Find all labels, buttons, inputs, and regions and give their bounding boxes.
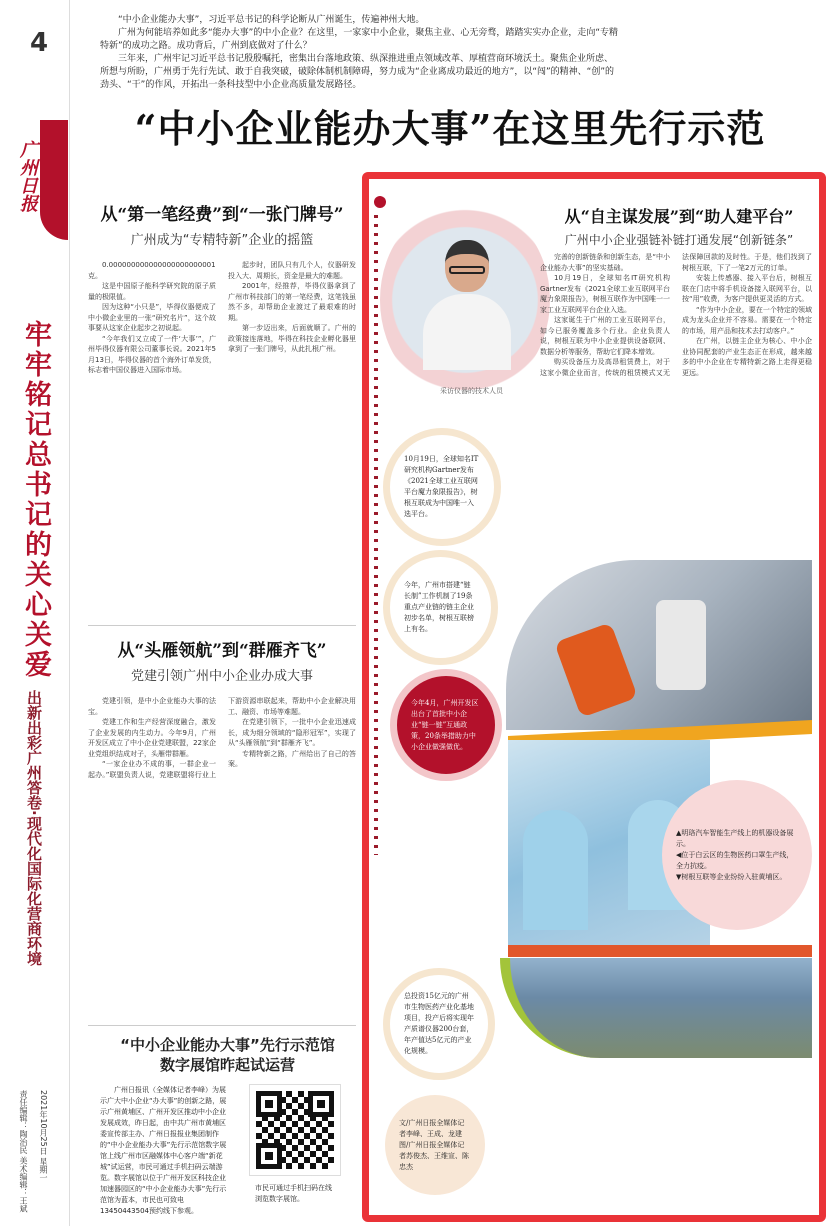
divider [88, 625, 356, 626]
divider [88, 1025, 356, 1026]
qr-caption: 市民可通过手机扫码在线浏览数字展馆。 [255, 1184, 332, 1203]
paragraph: 专精特新之路，广州给出了自己的答案。 [228, 749, 356, 768]
column-subslogan: 出新出彩广州答卷·现代化国际化营商环境 [25, 690, 43, 966]
article-2 [88, 636, 356, 1016]
editors: 责任编辑：陶治民 美术编辑：王斌 [19, 1090, 28, 1213]
credits-circle: 文/广州日报全媒体记者李峰、王成、龙建 图/广州日报全媒体记者苏俊杰、王维宣、陈忠杰 [385, 1095, 485, 1195]
paragraph: 2001年，经推荐，毕得仪器拿到了广州市科技部门的第一笔经费，这笔钱虽然不多，却帮助企业渡过了最艰难的时期。 [228, 282, 356, 322]
bullet-icon [374, 196, 386, 208]
paragraph: “今年我们又立成了一件‘大事’”，广州毕得仪器有限公司董事长说。2021年5月13日，毕得仪器的首个海外订单发货，标志着中国仪器进入国际市场。 [88, 334, 216, 374]
feature-body [540, 252, 812, 552]
notice-title-2: 数字展馆昨起试运营 [159, 1056, 295, 1074]
feature-subtitle: 广州中小企业强链补链打通发展“创新链条” [564, 233, 794, 247]
portrait-photo [380, 200, 550, 400]
paragraph: 这家诞生于广州的工业互联网平台，如今已服务覆盖多个行业。企业负责人说，树根互联为中小企业提供设备联网、数据分析等服务，帮助它们降本增效。 [540, 316, 670, 356]
caption-circle: 今年，广州市搭建“链长制”工作机制了19条重点产业链的链主企业初步名单，树根互联榜上有名。 [383, 550, 498, 665]
paragraph: 在党建引领下，一批中小企业迅速成长，成为细分领域的“隐形冠军”，实现了从“头雁领航”到“群雁齐飞”。 [228, 718, 356, 747]
article-body [88, 260, 356, 376]
qr-code[interactable] [250, 1085, 340, 1175]
paragraph: 因为这种“小只是”，毕得仪器便成了中小微企业里的一张“研究名片”，这个故事要从这家企业起步之初说起。 [88, 303, 216, 332]
notice-body: 广州日报讯（全媒体记者李峰）为展示广大中小企业“办大事”的创新之路，展示广州黄埔区、广州开发区推动中小企业发展成效，昨日起，由中共广州市黄埔区委宣传部主办、广州日报报业集团制作的“中小企业能办大事”先行示范馆数字展馆上线广州市区融媒体中心客户端“新花城”试运营，市民可通过手机扫码云端游览。数字展馆以位于广州开发区科技企业加速器园区的“中小企业能办大事”先行示范馆为蓝本，市民也可致电13450443504预约线下参观。 [100, 1086, 227, 1215]
paragraph: 起步时，团队只有几个人，仪器研发投入大、周期长，资金是最大的难题。 [228, 261, 356, 280]
feature-title: 从“自主谋发展”到“助人建平台” [564, 207, 794, 226]
paragraph: 购买设备压力及高昂租赁费上，对于这家小微企业而言，传统的租赁模式又无法保障回款的及时性。于是，他们找到了树根互联，下了一笔2万元的订单。 [540, 253, 812, 377]
notice-title: “中小企业能办大事”先行示范馆 [120, 1036, 335, 1054]
photo-caption: 采访仪器的技术人员 [440, 387, 503, 395]
paragraph: 这是中国原子能科学研究院的原子质量的极限值。 [88, 282, 216, 301]
page-number: 4 [30, 28, 49, 58]
article-body [88, 696, 356, 780]
dotted-line [374, 215, 378, 855]
intro-lead [100, 14, 620, 92]
paragraph: 党建引领，是中小企业能办大事的法宝。 [88, 697, 216, 716]
caption-circle: 10月19日，全球知名IT研究机构Gartner发布《2021全球工业互联网平台魔力象限报告》，树根互联成为中国唯一入选平台。 [383, 428, 501, 546]
article-subtitle: 党建引领广州中小企业办成大事 [130, 669, 313, 684]
masthead-logo: 广州日报 [17, 140, 38, 212]
paragraph: 党建工作和生产经营深度融合，激发了企业发展的内生动力。今年9月，广州开发区成立了中小企业党建联盟，22家企业党组织结成对子，头雁带群雁。 [88, 718, 216, 758]
article-subtitle: 广州成为“专精特新”企业的摇篮 [130, 233, 314, 248]
color-band [508, 945, 812, 957]
intro-paragraph: 三年来，广州牢记习近平总书记殷殷嘱托，密集出台落地政策、纵深推进重点领域改革、厚植营商环境沃土。聚焦企业所虑、所想与所盼，广州勇于先行先试、敢于自我突破，破除体制机制障碍，努力成为“企业离成功最近的地方”，以“闯”的精神、“创”的劲头、“干”的作风，开拓出一条科技型中小企业高质量发展路径。 [100, 54, 614, 90]
paragraph: 第一步迈出来，后面就顺了。广州的政策接连落地，毕得在科技企业孵化器里拿到了一张门牌号，从此扎根广州。 [228, 324, 356, 353]
paragraph: 在广州，以链主企业为核心、中小企业协同配套的产业生态正在形成，越来越多的中小企业在专精特新之路上走得更稳更远。 [682, 337, 812, 377]
paragraph: 10月19日，全球知名IT研究机构Gartner发布《2021全球工业互联网平台魔力象限报告》，树根互联作为中国唯一一家工业互联网平台企业入选。 [540, 274, 670, 314]
column-slogan: 牢牢铭记总书记的关心关爱 [20, 320, 51, 680]
paragraph: 完善的创新链条和创新生态，是“中小企业能办大事”的坚实基础。 [540, 253, 670, 272]
page-headline: “中小企业能办大事”在这里先行示范 [134, 106, 766, 151]
paragraph: 安装上传感器、接入平台后，树根互联在门店中将手机设备接入联网平台，以按“用”收费，为客户提供更灵活的方式。 [682, 274, 812, 303]
dateline: 2021年10月25日 星期一 [39, 1090, 48, 1182]
decorative-ribbon [40, 120, 68, 240]
paragraph: 0.000000000000000000000001克。 [88, 261, 216, 280]
paragraph: “一家企业办不成的事，一群企业一起办。”联盟负责人说，党建联盟将行业上下游资源串联起来，帮助中小企业解决用工、融资、市场等难题。 [88, 697, 356, 779]
article-1 [88, 200, 356, 620]
article-title: 从“第一笔经费”到“一张门牌号” [100, 205, 344, 225]
intro-paragraph: 广州为何能培养如此多“能办大事”的中小企业？在这里，一家家中小企业，聚焦主业、心无旁骛，踏踏实实办企业，走向“专精特新”的成功之路。成功背后，广州到底做对了什么？ [100, 28, 618, 51]
article-title: 从“头雁领航”到“群雁齐飞” [117, 641, 327, 661]
caption-circle-red: 今年4月，广州开发区出台了首批中小企业“链一链”互通政策，20条举措助力中小企业做强做优。 [390, 669, 502, 781]
caption-circle: 总投资15亿元的广州市生物医药产业化基地项目，投产后将实现年产质谱仪器200台套，年产值达5亿元的产业化规模。 [383, 968, 495, 1080]
paragraph: “作为中小企业，要在一个特定的领域成为龙头企业并不容易。需要在一个特定的市场，用产品和技术去打动客户。” [682, 305, 812, 335]
city-skyline-photo [500, 958, 812, 1058]
feature-header [548, 204, 810, 248]
intro-paragraph: “中小企业能办大事”，习近平总书记的科学论断从广州诞生，传遍神州大地。 [118, 15, 425, 25]
notice-box [100, 1035, 355, 1217]
caption-circle: ▲明珞汽车智能生产线上的机器设备展示。 ◀位于白云区的生物医药口罩生产线，全力抗疫。 ▼树根互联等企业纷纷入驻黄埔区。 [662, 780, 812, 930]
